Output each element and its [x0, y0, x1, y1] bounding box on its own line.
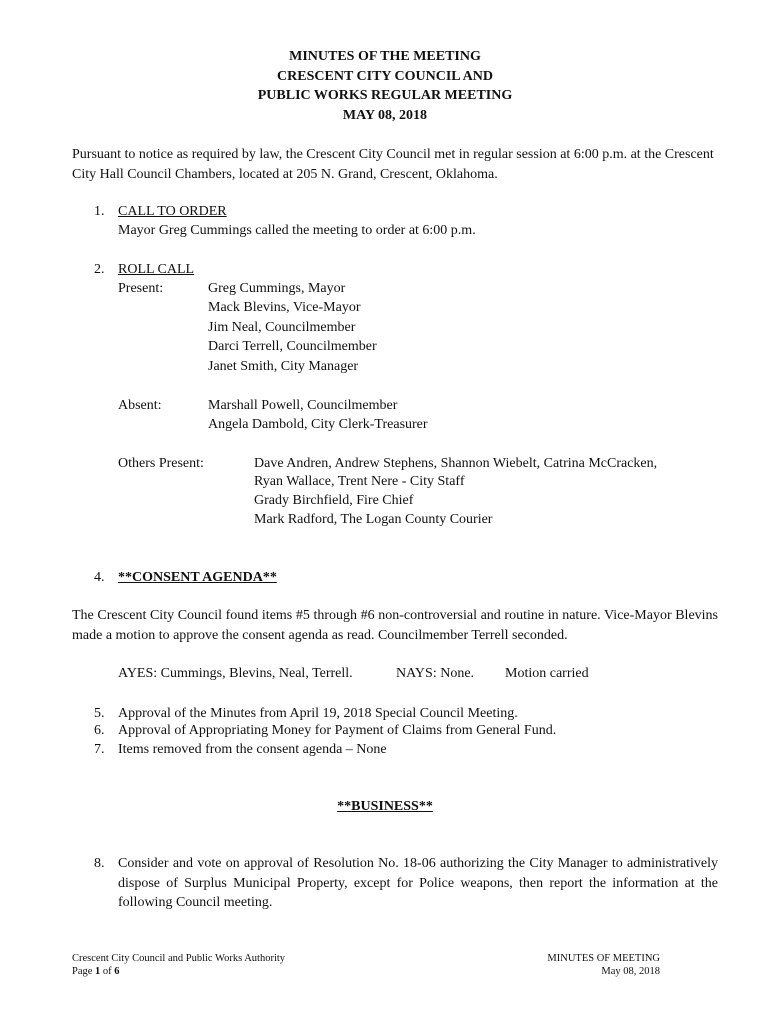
consent-item-number: 6. — [94, 723, 105, 738]
consent-item-text: Approval of the Minutes from April 19, 2018 Special Council Meeting. — [118, 706, 518, 721]
footer-doc-title: MINUTES OF MEETING — [547, 953, 660, 964]
consent-item-text: Approval of Appropriating Money for Payment of Claims from General Fund. — [118, 723, 557, 738]
document-title — [0, 47, 770, 125]
present-member: Janet Smith, City Manager — [208, 359, 359, 374]
page-of: of — [102, 966, 112, 977]
item-1-heading: CALL TO ORDER — [118, 204, 227, 219]
page-word: Page — [72, 966, 93, 977]
title-line-1: MINUTES OF THE MEETING — [289, 49, 481, 64]
vote-result: Motion carried — [505, 666, 589, 681]
present-member: Darci Terrell, Councilmember — [208, 339, 377, 354]
business-heading: **BUSINESS** — [337, 799, 433, 814]
page-indicator — [72, 965, 285, 978]
item-8-text: Consider and vote on approval of Resolution No. 18-06 authorizing the City Manager to administratively dispose of Surplus Municipal Property, except for Police weapons, then report the information at the following Council meeting. — [118, 856, 718, 910]
consent-agenda-heading: **CONSENT AGENDA** — [118, 570, 277, 585]
present-label: Present: — [118, 281, 164, 296]
consent-item-number: 7. — [94, 742, 105, 757]
vote-ayes: AYES: Cummings, Blevins, Neal, Terrell. — [118, 666, 353, 681]
item-1-text: Mayor Greg Cummings called the meeting to order at 6:00 p.m. — [118, 223, 476, 238]
others-present-line: Grady Birchfield, Fire Chief — [254, 493, 414, 508]
item-2-heading: ROLL CALL — [118, 262, 195, 277]
absent-label: Absent: — [118, 398, 162, 413]
absent-member: Angela Dambold, City Clerk-Treasurer — [208, 417, 428, 432]
intro-paragraph: Pursuant to notice as required by law, the Crescent City Council met in regular session at 6:00 p.m. at the Crescent City Hall Council Chambers, located at 205 N. Grand, Crescent, Oklahoma. — [72, 147, 714, 182]
consent-item-number: 5. — [94, 706, 105, 721]
footer-left — [72, 952, 285, 978]
present-member: Jim Neal, Councilmember — [208, 320, 356, 335]
present-member: Mack Blevins, Vice-Mayor — [208, 300, 361, 315]
item-2-number: 2. — [94, 262, 105, 277]
title-line-4: MAY 08, 2018 — [342, 107, 428, 123]
footer-organization: Crescent City Council and Public Works Authority — [72, 953, 286, 964]
others-present-line: Mark Radford, The Logan County Courier — [254, 512, 493, 527]
absent-member: Marshall Powell, Councilmember — [208, 398, 398, 413]
others-present-label: Others Present: — [118, 456, 204, 471]
others-present-line: Dave Andren, Andrew Stephens, Shannon Wiebelt, Catrina McCracken, — [254, 456, 658, 471]
item-1-number: 1. — [94, 204, 105, 219]
footer-right — [460, 952, 660, 978]
title-line-3: PUBLIC WORKS REGULAR MEETING — [257, 88, 513, 103]
consent-paragraph: The Crescent City Council found items #5 through #6 non-controversial and routine in nature. Vice-Mayor Blevins made a motion to approve the consent agenda as read. Councilmember Terrell seconded. — [72, 608, 718, 643]
footer-date: May 08, 2018 — [601, 966, 660, 977]
item-4-number: 4. — [94, 570, 105, 585]
vote-nays: NAYS: None. — [396, 666, 475, 681]
others-present-line: Ryan Wallace, Trent Nere - City Staff — [254, 474, 465, 489]
present-member: Greg Cummings, Mayor — [208, 281, 346, 296]
consent-item-text: Items removed from the consent agenda – None — [118, 742, 387, 757]
title-line-2: CRESCENT CITY COUNCIL AND — [277, 68, 493, 84]
item-8-number: 8. — [94, 856, 105, 871]
page-current: 1 — [95, 966, 101, 977]
page-total: 6 — [114, 966, 120, 977]
